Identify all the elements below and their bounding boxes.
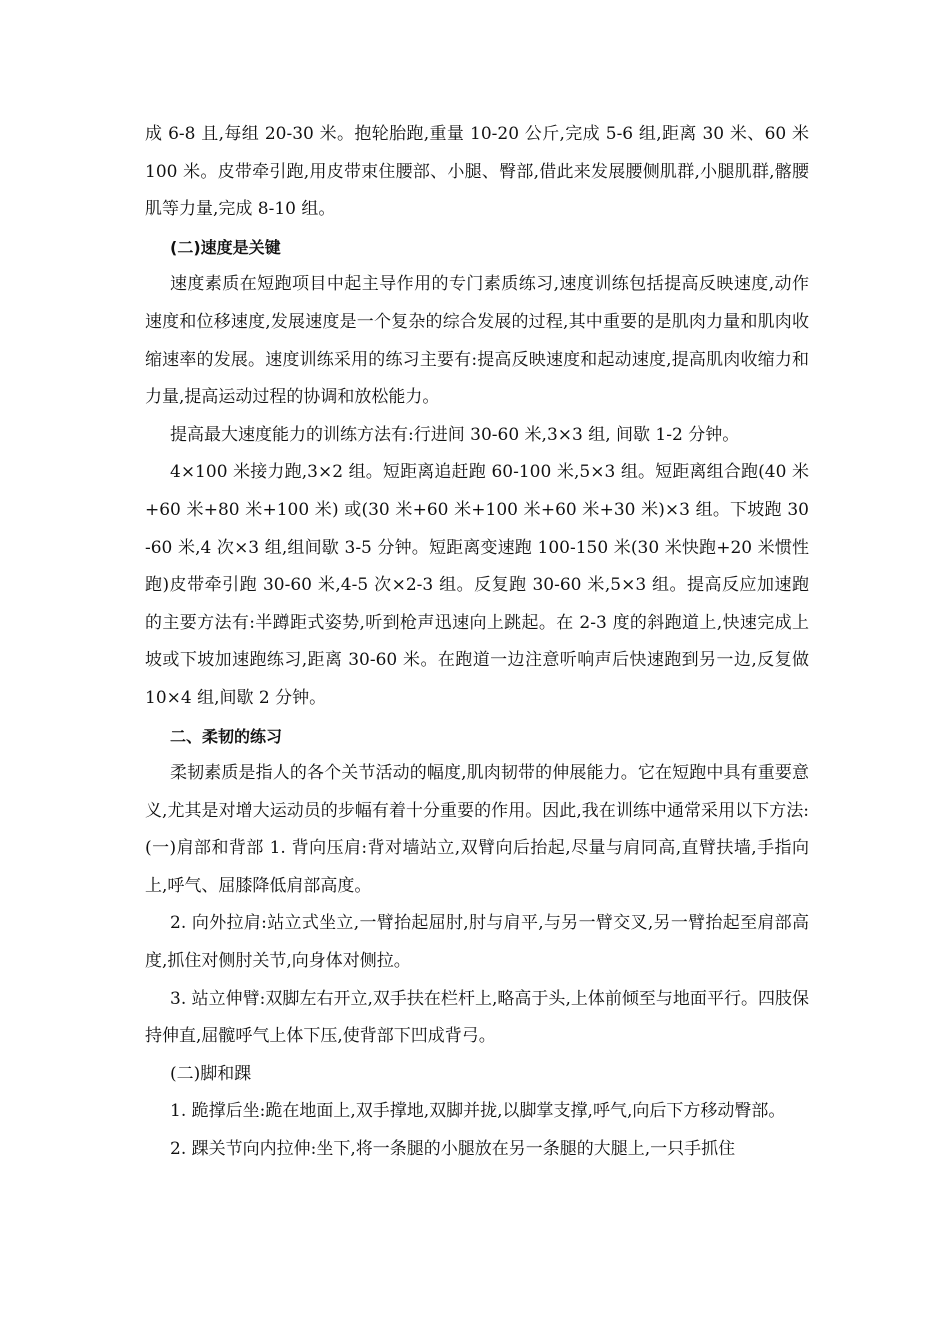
paragraph-relay-and-drills: 4×100 米接力跑,3×2 组。短距离追赶跑 60-100 米,5×3 组。短距离组合跑(40 米+60 米+80 米+100 米) 或(30 米+60 米+100 米+60 米+30 米)×3 组。下坡跑 30-60 米,4 次×3 组,组间歇 3-5 分钟。短距离变速跑 100-150 米(30 米快跑+20 米惯性跑)皮带牵引跑 30-60 米,4-5 次×2-3 组。反复跑 30-60 米,5×3 组。提高反应加速跑的主要方法有:半蹲距式姿势,听到枪声迅速向上跳起。在 2-3 度的斜跑道上,快速完成上坡或下坡加速跑练习,距离 30-60 米。在跑道一边注意听响声后快速跑到另一边,反复做 10×4 组,间歇 2 分钟。	[145, 462, 809, 708]
paragraph-ankle-inward-stretch: 2. 踝关节向内拉伸:坐下,将一条腿的小腿放在另一条腿的大腿上,一只手抓住	[170, 1139, 736, 1160]
paragraph-max-speed-methods: 提高最大速度能力的训练方法有:行进间 30-60 米,3×3 组, 间歇 1-2 分钟。	[170, 424, 740, 445]
paragraph-flexibility-intro: 柔韧素质是指人的各个关节活动的幅度,肌肉韧带的伸展能力。它在短跑中具有重要意义,尤其是对增大运动员的步幅有着十分重要的作用。因此,我在训练中通常采用以下方法:(一)肩部和背部 1. 背向压肩:背对墙站立,双臂向后抬起,尽量与肩同高,直臂扶墙,手指向上,呼气、屈膝降低肩部高度。	[145, 763, 809, 896]
paragraph-kneeling-sit-back: 1. 跪撑后坐:跪在地面上,双手撑地,双脚并拢,以脚掌支撑,呼气,向后下方移动臀部。	[170, 1101, 786, 1122]
section-heading-flexibility: 二、柔韧的练习	[170, 726, 283, 746]
document-page	[145, 116, 809, 1169]
paragraph-outward-shoulder-pull: 2. 向外拉肩:站立式坐立,一臂抬起屈肘,肘与肩平,与另一臂交叉,另一臂抬起至肩部高度,抓住对侧肘关节,向身体对侧拉。	[145, 913, 809, 972]
paragraph-strength-training-end: 成 6-8 且,每组 20-30 米。抱轮胎跑,重量 10-20 公斤,完成 5-6 组,距离 30 米、60 米 100 米。皮带牵引跑,用皮带束住腰部、小腿、臀部,借此来发展腰侧肌群,小腿肌群,髂腰肌等力量,完成 8-10 组。	[145, 124, 809, 220]
section-heading-speed: (二)速度是关键	[170, 237, 281, 257]
paragraph-standing-arm-stretch: 3. 站立伸臂:双脚左右开立,双手扶在栏杆上,略高于头,上体前倾至与地面平行。四肢保持伸直,屈髋呼气上体下压,使背部下凹成背弓。	[145, 988, 809, 1047]
subsection-foot-ankle: (二)脚和踝	[170, 1063, 252, 1084]
paragraph-speed-quality: 速度素质在短跑项目中起主导作用的专门素质练习,速度训练包括提高反映速度,动作速度和位移速度,发展速度是一个复杂的综合发展的过程,其中重要的是肌肉力量和肌肉收缩速率的发展。速度训练采用的练习主要有:提高反映速度和起动速度,提高肌肉收缩力和力量,提高运动过程的协调和放松能力。	[145, 274, 809, 408]
